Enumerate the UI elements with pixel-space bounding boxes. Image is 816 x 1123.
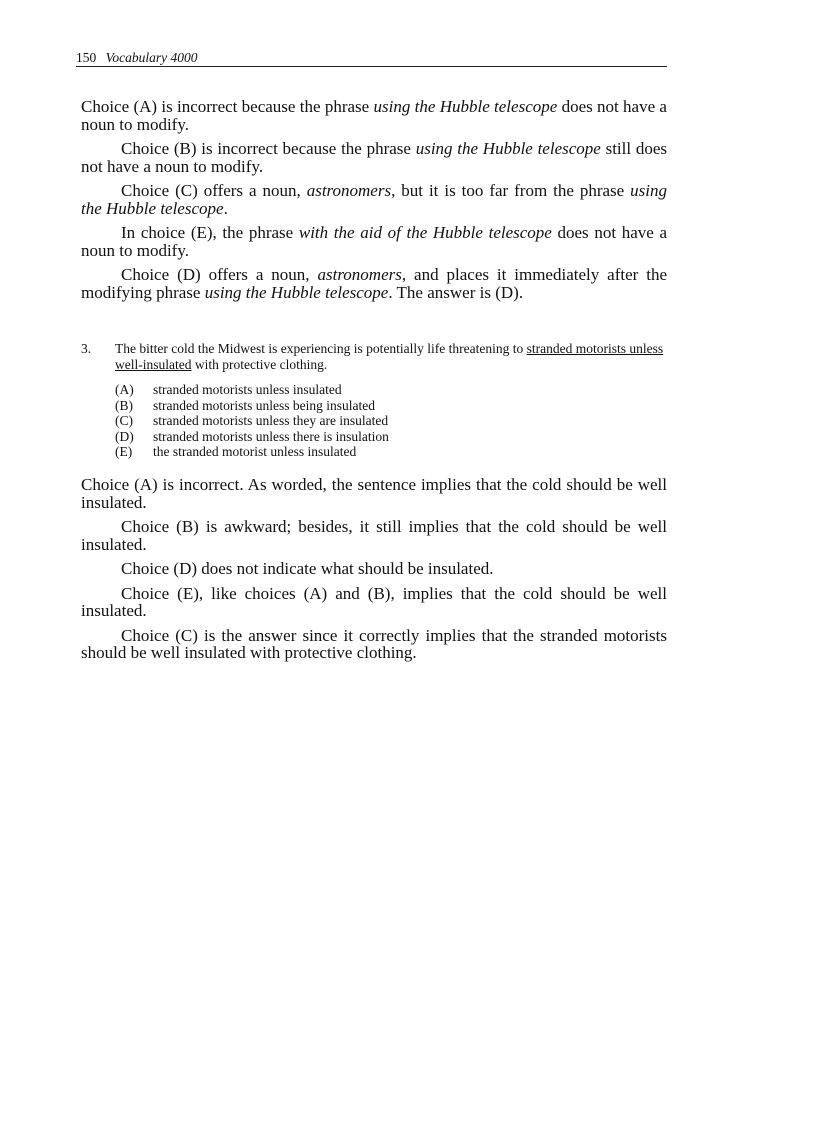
explanation-paragraph <box>81 518 667 553</box>
text-run: Choice (D) does not indicate what should be insulated. <box>121 559 494 578</box>
question-text-before: The bitter cold the Midwest is experiencing is potentially life threatening to <box>115 341 527 356</box>
italic-phrase: astronomers <box>317 265 402 284</box>
italic-phrase: using the Hubble telescope <box>373 97 558 116</box>
explanation-paragraph <box>81 140 667 175</box>
text-run: In choice (E), the phrase <box>121 223 299 242</box>
text-run: Choice (C) offers a noun, <box>121 181 307 200</box>
question-stem <box>115 341 667 372</box>
option-label: (C) <box>115 413 133 428</box>
text-run: Choice (B) is incorrect because the phrase <box>121 139 416 158</box>
explanation-paragraph <box>81 182 667 217</box>
text-run: Choice (A) is incorrect. As worded, the sentence implies that the cold should be well insulated. <box>81 475 667 512</box>
answer-option <box>115 413 667 429</box>
answer-option <box>115 398 667 414</box>
option-label: (A) <box>115 382 134 397</box>
italic-phrase: using the Hubble telescope <box>81 181 668 218</box>
answer-option <box>115 444 667 460</box>
text-run: Choice (B) is awkward; besides, it still implies that the cold should be well insulated. <box>81 517 667 554</box>
explanation-paragraph <box>81 98 667 133</box>
answer-options <box>115 382 667 460</box>
explanation-paragraph <box>81 585 667 620</box>
question-3 <box>81 341 667 460</box>
text-run: does not have a noun to modify. <box>81 223 667 260</box>
option-text: the stranded motorist unless insulated <box>153 444 357 459</box>
question-underlined-phrase: stranded motorists unless well-insulated <box>115 341 664 372</box>
running-head <box>76 50 667 67</box>
option-text: stranded motorists unless being insulated <box>153 397 375 413</box>
answer-option <box>115 382 667 398</box>
explanation-paragraph <box>81 560 667 578</box>
answer-option <box>115 429 667 445</box>
option-label: (B) <box>115 397 133 413</box>
book-title: Vocabulary 4000 <box>105 50 198 65</box>
explanation-paragraph <box>81 627 667 662</box>
explanation-block-2 <box>81 476 667 662</box>
text-run: , and places it immediately after the modifying phrase <box>81 265 667 302</box>
italic-phrase: with the aid of the Hubble telescope <box>298 223 552 242</box>
page-number: 150 <box>76 50 97 65</box>
explanation-paragraph <box>81 476 667 511</box>
italic-phrase: using the Hubble telescope <box>415 139 601 158</box>
text-run: . The answer is (D). <box>388 282 524 302</box>
option-label: (E) <box>115 444 133 459</box>
italic-phrase: using the Hubble telescope <box>204 282 389 302</box>
text-run: does not have a noun to modify. <box>81 97 667 134</box>
explanation-block-1 <box>81 98 667 301</box>
option-text: stranded motorists unless they are insulated <box>153 413 389 428</box>
text-run: , but it is too far from the phrase <box>391 181 631 200</box>
italic-phrase: astronomers <box>306 181 392 200</box>
text-run: Choice (E), like choices (A) and (B), implies that the cold should be well insulated. <box>81 583 667 620</box>
text-run: Choice (A) is incorrect because the phrase <box>81 97 374 116</box>
question-text-after: with protective clothing. <box>191 356 328 372</box>
text-run: Choice (D) offers a noun, <box>121 265 318 284</box>
option-text: stranded motorists unless insulated <box>153 382 342 397</box>
text-run: still does not have a noun to modify. <box>81 139 668 176</box>
question-number: 3. <box>81 341 92 356</box>
option-text: stranded motorists unless there is insulation <box>153 428 389 444</box>
text-run: Choice (C) is the answer since it correctly implies that the stranded motorists should be well insulated with protective clothing. <box>81 625 667 662</box>
text-run: . <box>223 198 228 218</box>
option-label: (D) <box>115 428 134 444</box>
explanation-paragraph <box>81 224 667 259</box>
explanation-paragraph <box>81 266 667 301</box>
